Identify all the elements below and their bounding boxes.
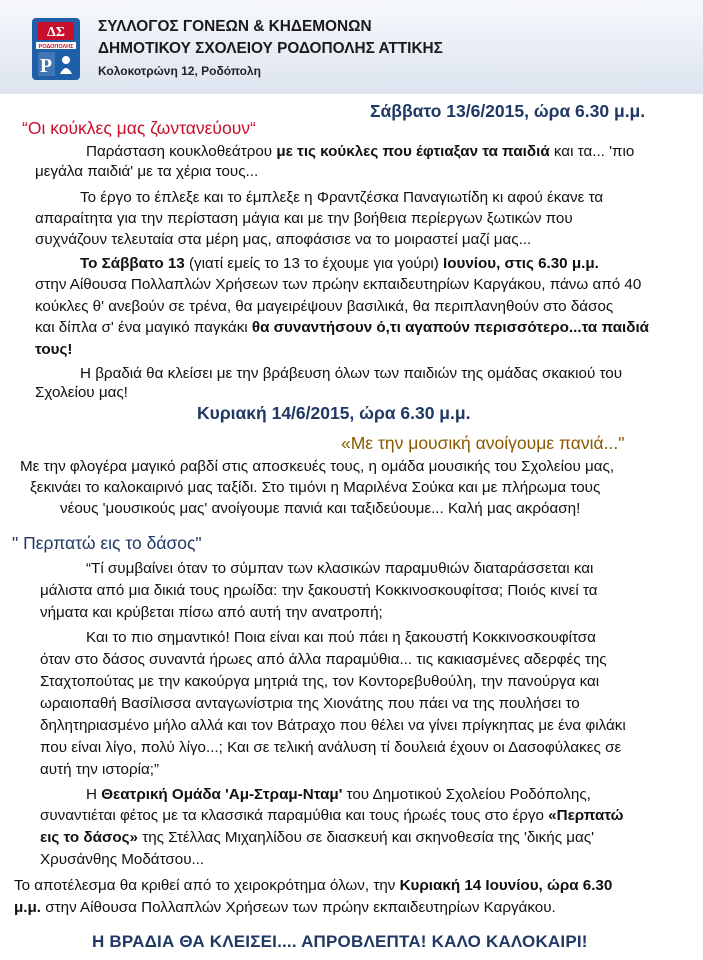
event3-quote-line1: “Τί συμβαίνει όταν το σύμπαν των κλασικών παραμυθιών διαταράσσεται και <box>86 560 594 577</box>
event3-p3-line1: Το αποτέλεσμα θα κριθεί από το χειροκρότημα όλων, την Κυριακή 14 Ιουνίου, ώρα 6.30 <box>14 877 613 894</box>
event1-p3-line3: κούκλες θ' ανεβούν σε τρένα, θα μαγειρέψουν βασιλικά, θα περιπλανηθούν στο δάσος <box>35 298 614 315</box>
svg-text:ΔΣ: ΔΣ <box>47 25 65 40</box>
event2-line2: ξεκινάει το καλοκαιρινό μας ταξίδι. Στο τιμόνι η Μαριλένα Σούκα και με πλήρωμα τους <box>30 479 601 496</box>
school-logo <box>32 18 80 80</box>
closing-banner: Η ΒΡΑΔΙΑ ΘΑ ΚΛΕΙΣΕΙ.... ΑΠΡΟΒΛΕΠΤΑ! ΚΑΛΟ ΚΑΛΟΚΑΙΡΙ! <box>92 932 588 951</box>
event1-p2-line3: συχνάζουν τελευταία στα μέρη μας, αποφάσισε να το μοιραστεί μαζί μας... <box>35 231 532 248</box>
event3-p2-line2: συναντιέται φέτος με τα κλασσικά παραμύθια και τους ήρωές τους στο έργο «Περπατώ <box>40 807 624 824</box>
event3-p2-line3: εις το δάσος» της Στέλλας Μιχαηλίδου σε διασκευή και σκηνοθεσία της 'δικής μας' <box>40 829 595 846</box>
event3-quote-line10: αυτή την ιστορία;” <box>40 761 160 778</box>
event2-line3: νέους 'μουσικούς μας' ανοίγουμε πανιά και ταξιδεύουμε... Καλή μας ακρόαση! <box>60 500 581 517</box>
event1-p4-line1: Η βραδιά θα κλείσει με την βράβευση όλων των παιδιών της ομάδας σκακιού του <box>80 365 623 382</box>
event1-p1-line2: μεγάλα παιδιά' με τα χέρια τους... <box>35 163 259 180</box>
event2-date: Κυριακή 14/6/2015, ώρα 6.30 μ.μ. <box>197 403 471 423</box>
event3-quote-line6: Σταχτοπούτας με την κακούργα μητριά της, τον Κοντορεβυθούλη, την πανούργα και <box>40 673 600 690</box>
svg-text:ΡΟΔΟΠΟΛΗΣ: ΡΟΔΟΠΟΛΗΣ <box>38 44 74 50</box>
event1-title: “Οι κούκλες μας ζωντανεύουν“ <box>22 118 256 138</box>
letterhead <box>0 0 703 94</box>
event3-quote-line7: ωραιοπαθή Βασίλισσα ανταγωνίστρια της Χιονάτης που πάει να της πουλήσει το <box>40 695 580 712</box>
event3-p3-line2: μ.μ. στην Αίθουσα Πολλαπλών Χρήσεων των πρώην εκπαιδευτηρίων Καργάκου. <box>14 899 556 916</box>
event3-quote-line8: δηλητηριασμένο μήλο αλλά και τον Βάτραχο που θέλει να γίνει πρίγκηπας με ένα φιλάκι <box>40 717 626 734</box>
svg-text:P: P <box>39 55 53 77</box>
event1-p2-line1: Το έργο το έπλεξε και το έμπλεξε η Φραντζέσκα Παναγιωτίδη κι αφού έκανε τα <box>80 189 604 206</box>
event1-p3-line2: στην Αίθουσα Πολλαπλών Χρήσεων των πρώην εκπαιδευτηρίων Καργάκου, πάνω από 40 <box>35 276 642 293</box>
event3-quote-line4: Και το πιο σημαντικό! Ποια είναι και πού πάει η ξακουστή Κοκκινοσκουφίτσα <box>86 629 596 646</box>
event1-p3-line4: και δίπλα σ' ένα μαγικό παγκάκι θα συναντήσουν ό,τι αγαπούν περισσότερο...τα παιδιά <box>35 319 650 336</box>
event1-p2-line2: απαραίτητα για την περίσταση μάγια και με την βοήθεια περίεργων ξωτικών που <box>35 210 573 227</box>
address: Κολοκοτρώνη 12, Ροδόπολη <box>98 64 261 78</box>
event2-title: «Με την μουσική ανοίγουμε πανιά..." <box>341 433 625 453</box>
event1-date: Σάββατο 13/6/2015, ώρα 6.30 μ.μ. <box>370 101 646 121</box>
event1-p3-line5: τους! <box>35 341 73 358</box>
school-name: ΔΗΜΟΤΙΚΟΥ ΣΧΟΛΕΙΟΥ ΡΟΔΟΠΟΛΗΣ ΑΤΤΙΚΗΣ <box>98 40 443 57</box>
event3-title: " Περπατώ εις το δάσος" <box>12 533 202 553</box>
event3-quote-line2: μάλιστα από μια δικιά τους ηρωίδα: την ξακουστή Κοκκινοσκουφίτσα; Ποιός κινεί τα <box>40 582 598 599</box>
event1-p1-line1: Παράσταση κουκλοθεάτρου με τις κούκλες που έφτιαξαν τα παιδιά και τα... 'πιο <box>86 143 635 160</box>
event3-quote-line5: όταν στο δάσος συναντά ήρωες από άλλα παραμύθια... τις κακιασμένες αδερφές της <box>40 651 607 668</box>
event1-p4-line2: Σχολείου μας! <box>35 384 128 401</box>
association-name: ΣΥΛΛΟΓΟΣ ΓΟΝΕΩΝ & ΚΗΔΕΜΟΝΩΝ <box>98 18 372 35</box>
event3-p2-line4: Χρυσάνθης Μοδάτσου... <box>40 851 205 868</box>
event3-quote-line9: που είναι λίγο, πολύ λίγο...; Και σε τελική ανάλυση τί δουλειά έχουν οι Δασοφύλακες σε <box>40 739 622 756</box>
event2-line1: Με την φλογέρα μαγικό ραβδί στις αποσκευές τους, η ομάδα μουσικής του Σχολείου μας, <box>20 458 615 475</box>
event3-quote-line3: νήματα και κρύβεται πίσω από αυτή την ανατροπή; <box>40 604 383 621</box>
event3-p2-line1: Η Θεατρική Ομάδα 'Αμ-Στραμ-Νταμ' του Δημοτικού Σχολείου Ροδόπολης, <box>86 786 591 803</box>
event1-p3-line1: Το Σάββατο 13 (γιατί εμείς το 13 το έχουμε για γούρι) Ιουνίου, στις 6.30 μ.μ. <box>80 255 599 272</box>
